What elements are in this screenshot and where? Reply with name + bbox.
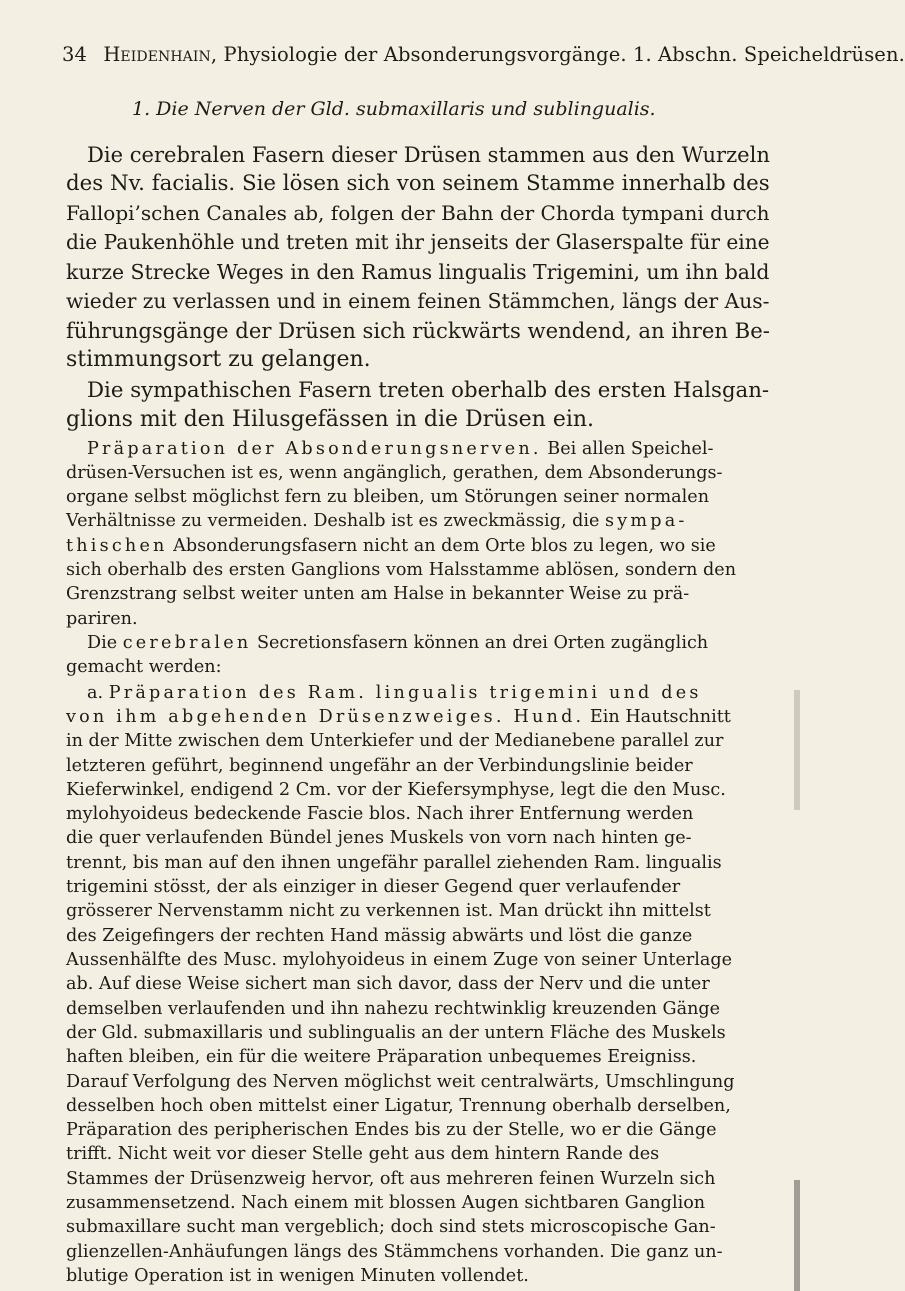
text-line: glions mit den Hilusgefässen in die Drüsen ein. xyxy=(66,407,595,433)
text-line: Aussenhälfte des Musc. mylohyoideus in einem Zuge von seiner Unterlage xyxy=(66,949,733,970)
text-line: wieder zu verlassen und in einem feinen Stämmchen, längs der Aus- xyxy=(66,288,770,313)
text-line: Grenzstrang selbst weiter unten am Halse in bekannter Weise zu prä- xyxy=(66,584,690,605)
text-line: trifft. Nicht weit vor dieser Stelle geht aus dem hintern Rande des xyxy=(66,1144,660,1165)
text-line: gemacht werden: xyxy=(66,657,222,678)
text-line: Verhältnisse zu vermeiden. Deshalb ist es zweckmässig, die sympa- xyxy=(66,511,688,532)
text-line: submaxillare sucht man vergeblich; doch sind stets microscopische Gan- xyxy=(66,1217,716,1238)
text-line: Stammes der Drüsenzweig hervor, oft aus mehreren feinen Wurzeln sich xyxy=(66,1168,716,1189)
text-line: Die cerebralen Secretionsfasern können an drei Orten zugänglich xyxy=(87,633,709,654)
text-line: drüsen-Versuchen ist es, wenn angänglich, gerathen, dem Absonderungs- xyxy=(66,462,723,483)
page-edge-shadow xyxy=(794,1180,800,1291)
text-line: kurze Strecke Weges in den Ramus lingualis Trigemini, um ihn bald xyxy=(66,259,770,284)
running-head-title: Physiologie der Absonderungsvorgänge. 1. Abschn. Speicheldrüsen. xyxy=(223,43,905,66)
text-line: Präparation des peripherischen Endes bis zu der Stelle, wo er die Gänge xyxy=(66,1120,717,1141)
text-line: des Zeigefingers der rechten Hand mässig abwärts und löst die ganze xyxy=(66,925,693,946)
text-line: des Nv. facialis. Sie lösen sich von seinem Stamme innerhalb des xyxy=(66,171,770,197)
text-line: die quer verlaufenden Bündel jenes Muskels von vorn nach hinten ge- xyxy=(66,828,692,849)
text-line: stimmungsort zu gelangen. xyxy=(66,347,371,373)
text-line: von ihm abgehenden Drüsenzweiges. Hund. Ein Hautschnitt xyxy=(66,706,731,727)
text-line: demselben verlaufenden und ihn nahezu rechtwinklig kreuzenden Gänge xyxy=(66,998,721,1019)
text-line: pariren. xyxy=(66,608,138,629)
text-line: ab. Auf diese Weise sichert man sich davor, dass der Nerv und die unter xyxy=(66,974,710,995)
page-number: 34 xyxy=(62,43,88,66)
section-heading: 1. Die Nerven der Gld. submaxillaris und sublingualis. xyxy=(132,98,656,120)
text-line: in der Mitte zwischen dem Unterkiefer und der Medianebene parallel zur xyxy=(66,731,724,752)
text-line: haften bleiben, ein für die weitere Präparation unbequemes Ereigniss. xyxy=(66,1047,697,1068)
running-head-author: Heidenhain, xyxy=(103,43,218,66)
text-line: desselben hoch oben mittelst einer Ligatur, Trennung oberhalb derselben, xyxy=(66,1095,731,1116)
text-line: Darauf Verfolgung des Nerven möglichst weit centralwärts, Umschlingung xyxy=(66,1071,735,1092)
text-line: der Gld. submaxillaris und sublingualis an der untern Fläche des Muskels xyxy=(66,1022,726,1043)
page-edge-shadow xyxy=(794,690,800,810)
running-head xyxy=(62,43,905,66)
text-line: zusammensetzend. Nach einem mit blossen Augen sichtbaren Ganglion xyxy=(66,1193,706,1214)
text-line: blutige Operation ist in wenigen Minuten vollendet. xyxy=(66,1266,529,1286)
text-line: trigemini stösst, der als einziger in dieser Gegend quer verlaufender xyxy=(66,877,681,898)
text-line: grösserer Nervenstamm nicht zu verkennen ist. Man drückt ihn mittelst xyxy=(66,901,711,922)
text-line: glienzellen-Anhäufungen längs des Stämmchens vorhanden. Die ganz un- xyxy=(66,1241,723,1262)
text-line: Die cerebralen Fasern dieser Drüsen stammen aus den Wurzeln xyxy=(87,142,770,167)
text-line: letzteren geführt, beginnend ungefähr an der Verbindungslinie beider xyxy=(66,755,693,776)
text-line: trennt, bis man auf den ihnen ungefähr parallel ziehenden Ram. lingualis xyxy=(66,852,722,873)
text-line: organe selbst möglichst fern zu bleiben, um Störungen seiner normalen xyxy=(66,487,710,508)
text-line: Fallopi’schen Canales ab, folgen der Bahn der Chorda tympani durch xyxy=(66,201,770,226)
text-line: sich oberhalb des ersten Ganglions vom Halsstamme ablösen, sondern den xyxy=(66,560,737,581)
text-line: thischen Absonderungsfasern nicht an dem Orte blos zu legen, wo sie xyxy=(66,535,716,556)
text-line: a. Präparation des Ram. lingualis trigemini und des xyxy=(87,682,702,703)
text-line: Kieferwinkel, endigend 2 Cm. vor der Kiefersymphyse, legt die den Musc. xyxy=(66,779,726,800)
text-line: Präparation der Absonderungsnerven. Bei allen Speichel- xyxy=(87,438,714,459)
text-line: Die sympathischen Fasern treten oberhalb des ersten Halsgan- xyxy=(87,378,770,404)
text-line: mylohyoideus bedeckende Fascie blos. Nach ihrer Entfernung werden xyxy=(66,804,694,825)
text-line: führungsgänge der Drüsen sich rückwärts wendend, an ihren Be- xyxy=(66,317,770,343)
text-line: die Paukenhöhle und treten mit ihr jenseits der Glaserspalte für eine xyxy=(66,230,770,255)
